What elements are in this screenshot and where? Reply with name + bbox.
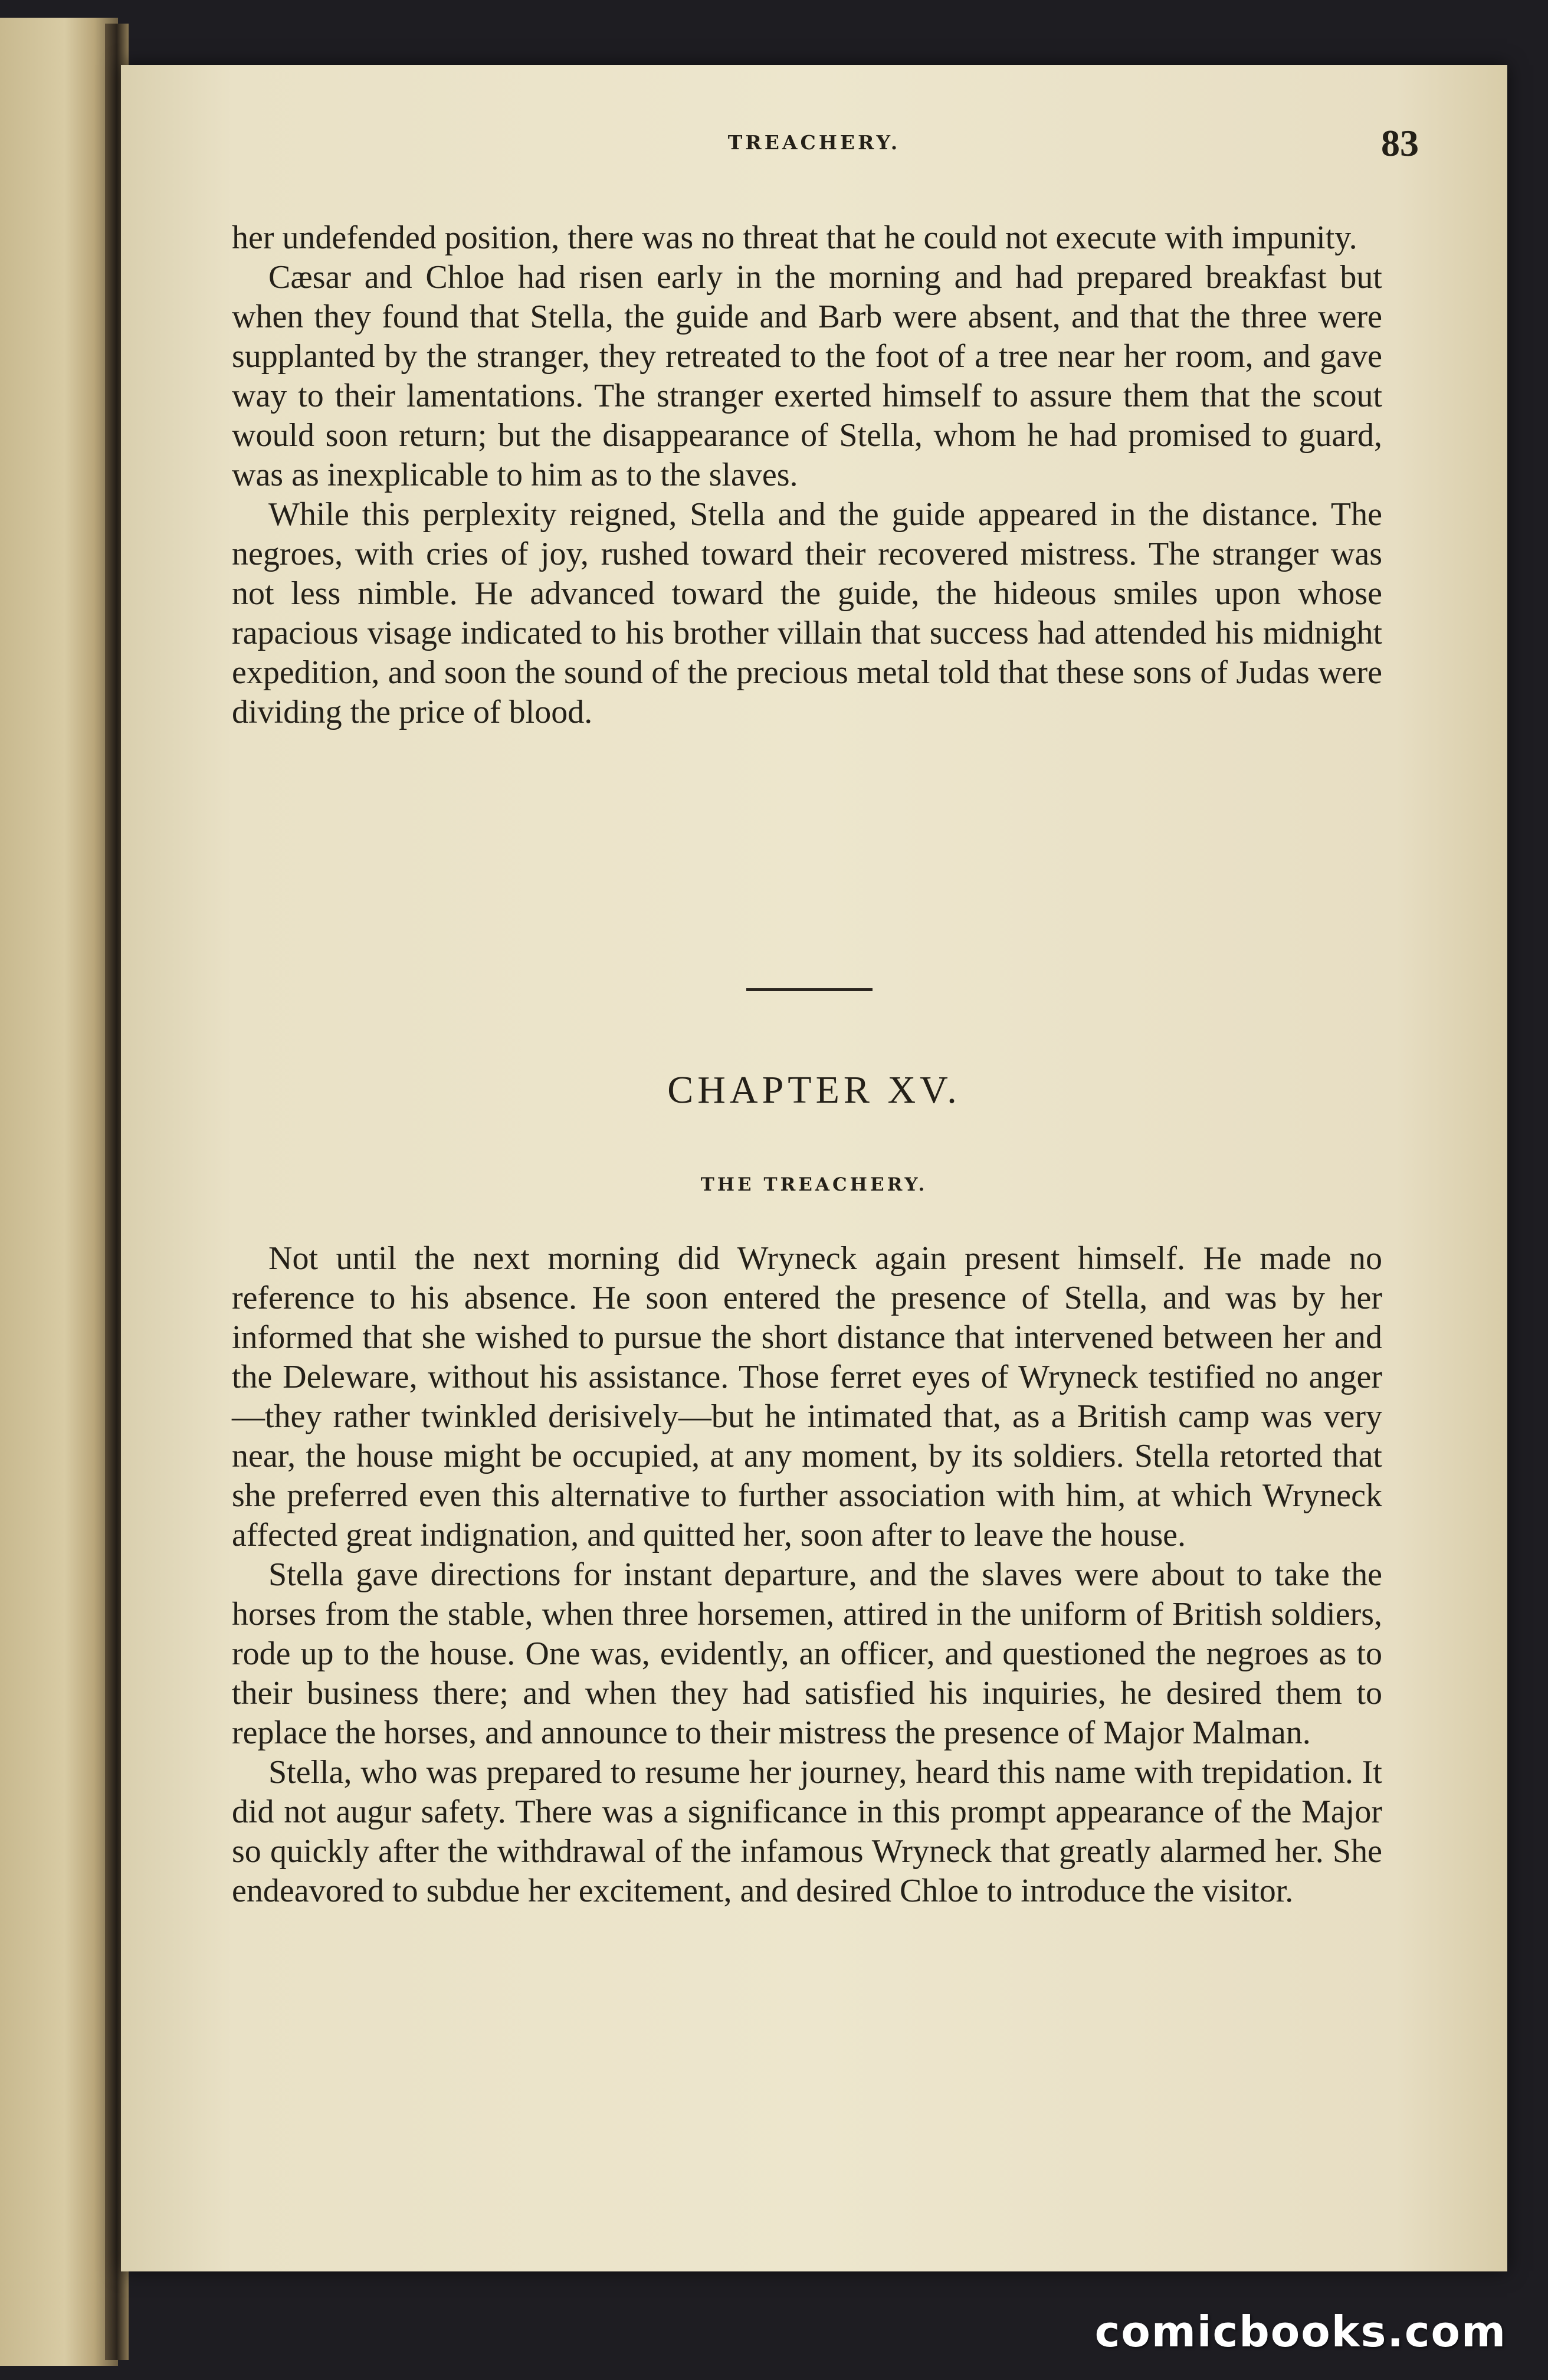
paragraph: While this perplexity reigned, Stella and the guide appeared in the distance. The negroes, with cries of joy, rushed toward their recovered mistress. The stranger was not less nimble. He advanced toward the guide, the hideous smiles upon whose rapacious visage indicated to his brother villain that success had attended his midnight expedition, and soon the sound of the precious metal told that these sons of Judas were dividing the price of blood. (232, 496, 1382, 730)
chapter-title: CHAPTER XV. (667, 1068, 961, 1112)
watermark-logo: comicbooks.com (1094, 2307, 1507, 2356)
page-number: 83 (1381, 122, 1419, 164)
paragraph: her undefended position, there was no threat that he could not execute with impunity. (232, 219, 1357, 256)
paragraph: Stella gave directions for instant departure, and the slaves were about to take the horses from the stable, when three horsemen, attired in the uniform of British soldiers, rode up to the house. One was, evidently, an officer, and questioned the negroes as to their business there; and when they had satisfied his inquiries, he desired them to replace the horses, and announce to their mistress the presence of Major Malman. (232, 1556, 1382, 1751)
text-block-before-chapter (232, 218, 1382, 732)
paragraph: Cæsar and Chloe had risen early in the morning and had prepared breakfast but when they found that Stella, the guide and Barb were absent, and that the three were supplanted by the stranger, they retreated to the foot of a tree near her room, and gave way to their lamentations. The stranger exerted himself to assure them that the scout would soon return; but the disappearance of Stella, whom he had promised to guard, was as inexplicable to him as to the slaves. (232, 259, 1382, 493)
left-page-edge (0, 18, 118, 2366)
book-page (121, 65, 1507, 2271)
paragraph: Stella, who was prepared to resume her journey, heard this name with trepidation. It did not augur safety. There was a significance in this prompt appearance of the Major so quickly after the withdrawal of the infamous Wryneck that greatly alarmed her. She endeavored to subdue her excitement, and desired Chloe to introduce the visitor. (232, 1754, 1382, 1909)
section-divider-rule (746, 988, 873, 991)
running-head: TREACHERY. (727, 131, 901, 154)
chapter-subtitle: THE TREACHERY. (700, 1174, 928, 1195)
paragraph: Not until the next morning did Wryneck again present himself. He made no reference to his absence. He soon entered the presence of Stella, and was by her informed that she wished to pursue the short distance that intervened between her and the Deleware, without his assistance. Those ferret eyes of Wryneck testified no anger —they rather twinkled derisively—but he intimated that, as a British camp was very near, the house might be occupied, at any moment, by its soldiers. Stella retorted that she preferred even this alternative to further association with him, at which Wryneck affected great indignation, and quitted her, soon after to leave the house. (232, 1240, 1382, 1553)
text-block-chapter (232, 1239, 1382, 1911)
